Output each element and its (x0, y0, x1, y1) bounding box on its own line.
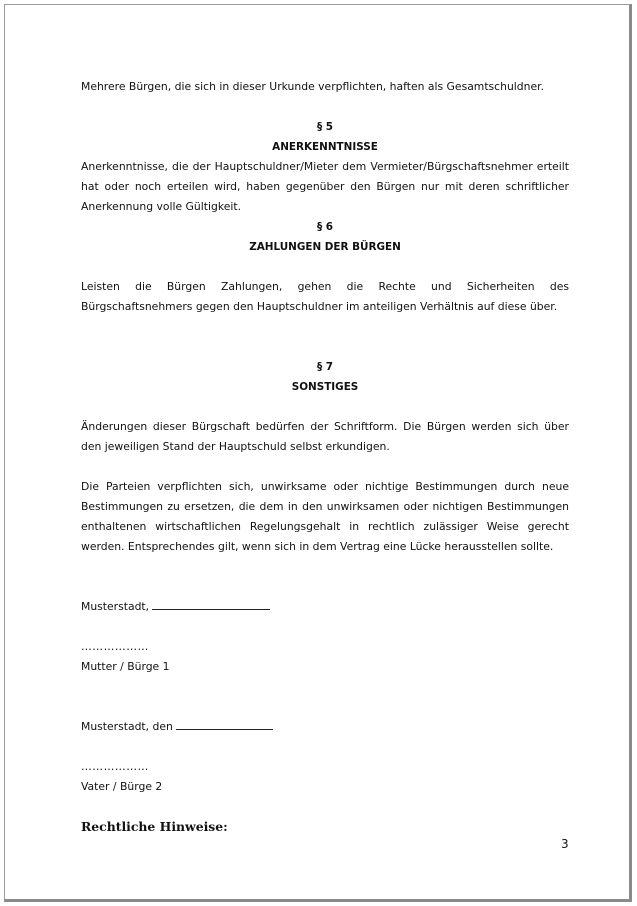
signature-1-role: Mutter / Bürge 1 (81, 660, 170, 673)
legal-notes-heading: Rechtliche Hinweise: (81, 819, 228, 834)
signature-2-place-label: Musterstadt, den (81, 720, 173, 733)
section-7-paragraph-2: Die Parteien verpflichten sich, unwirksame oder nichtige Bestimmungen durch neue Bestimmungen zu ersetzen, die dem in den unwirksamen oder nichtigen Bestimmungen enthaltenen wirtschaftlichen Regelungsgehalt in rechtlich zulässiger Weise gerecht werden. Entsprechendes gilt, wenn sich in dem Vertrag eine Lücke herausstellen sollte. (81, 480, 569, 553)
signature-2-role: Vater / Bürge 2 (81, 780, 163, 793)
section-6-title: ZAHLUNGEN DER BÜRGEN (249, 241, 401, 253)
section-5-number: § 5 (316, 121, 334, 133)
signature-2-dots: ……………… (81, 760, 149, 773)
section-5-title: ANERKENNTNISSE (272, 141, 378, 153)
page-number: 3 (561, 837, 569, 851)
document-body (81, 77, 569, 837)
section-6-number: § 6 (316, 221, 334, 233)
signature-1-date-line (152, 597, 270, 610)
section-6-paragraph: Leisten die Bürgen Zahlungen, gehen die Rechte und Sicherheiten des Bürgschaftsnehmers gegen den Hauptschuldner im anteiligen Verhältnis auf diese über. (81, 280, 569, 313)
signature-1-dots: ……………… (81, 640, 149, 653)
section-7-title: SONSTIGES (291, 381, 359, 393)
section-7-number: § 7 (316, 361, 334, 373)
signature-2-date-line (176, 717, 273, 730)
section-7-paragraph-1: Änderungen dieser Bürgschaft bedürfen der Schriftform. Die Bürgen werden sich über den jeweiligen Stand der Hauptschuld selbst erkundigen. (81, 420, 569, 453)
document-page (4, 4, 632, 902)
signature-2-place-date (81, 717, 569, 737)
signature-1-place-date (81, 597, 569, 617)
section-5-paragraph: Anerkenntnisse, die der Hauptschuldner/Mieter dem Vermieter/Bürgschaftsnehmer erteilt hat oder noch erteilen wird, haben gegenüber den Bürgen nur mit deren schriftlicher Anerkennung volle Gültigkeit. (81, 160, 569, 213)
intro-paragraph: Mehrere Bürgen, die sich in dieser Urkunde verpflichten, haften als Gesamtschuldner. (81, 80, 545, 93)
signature-1-place-label: Musterstadt, (81, 600, 150, 613)
